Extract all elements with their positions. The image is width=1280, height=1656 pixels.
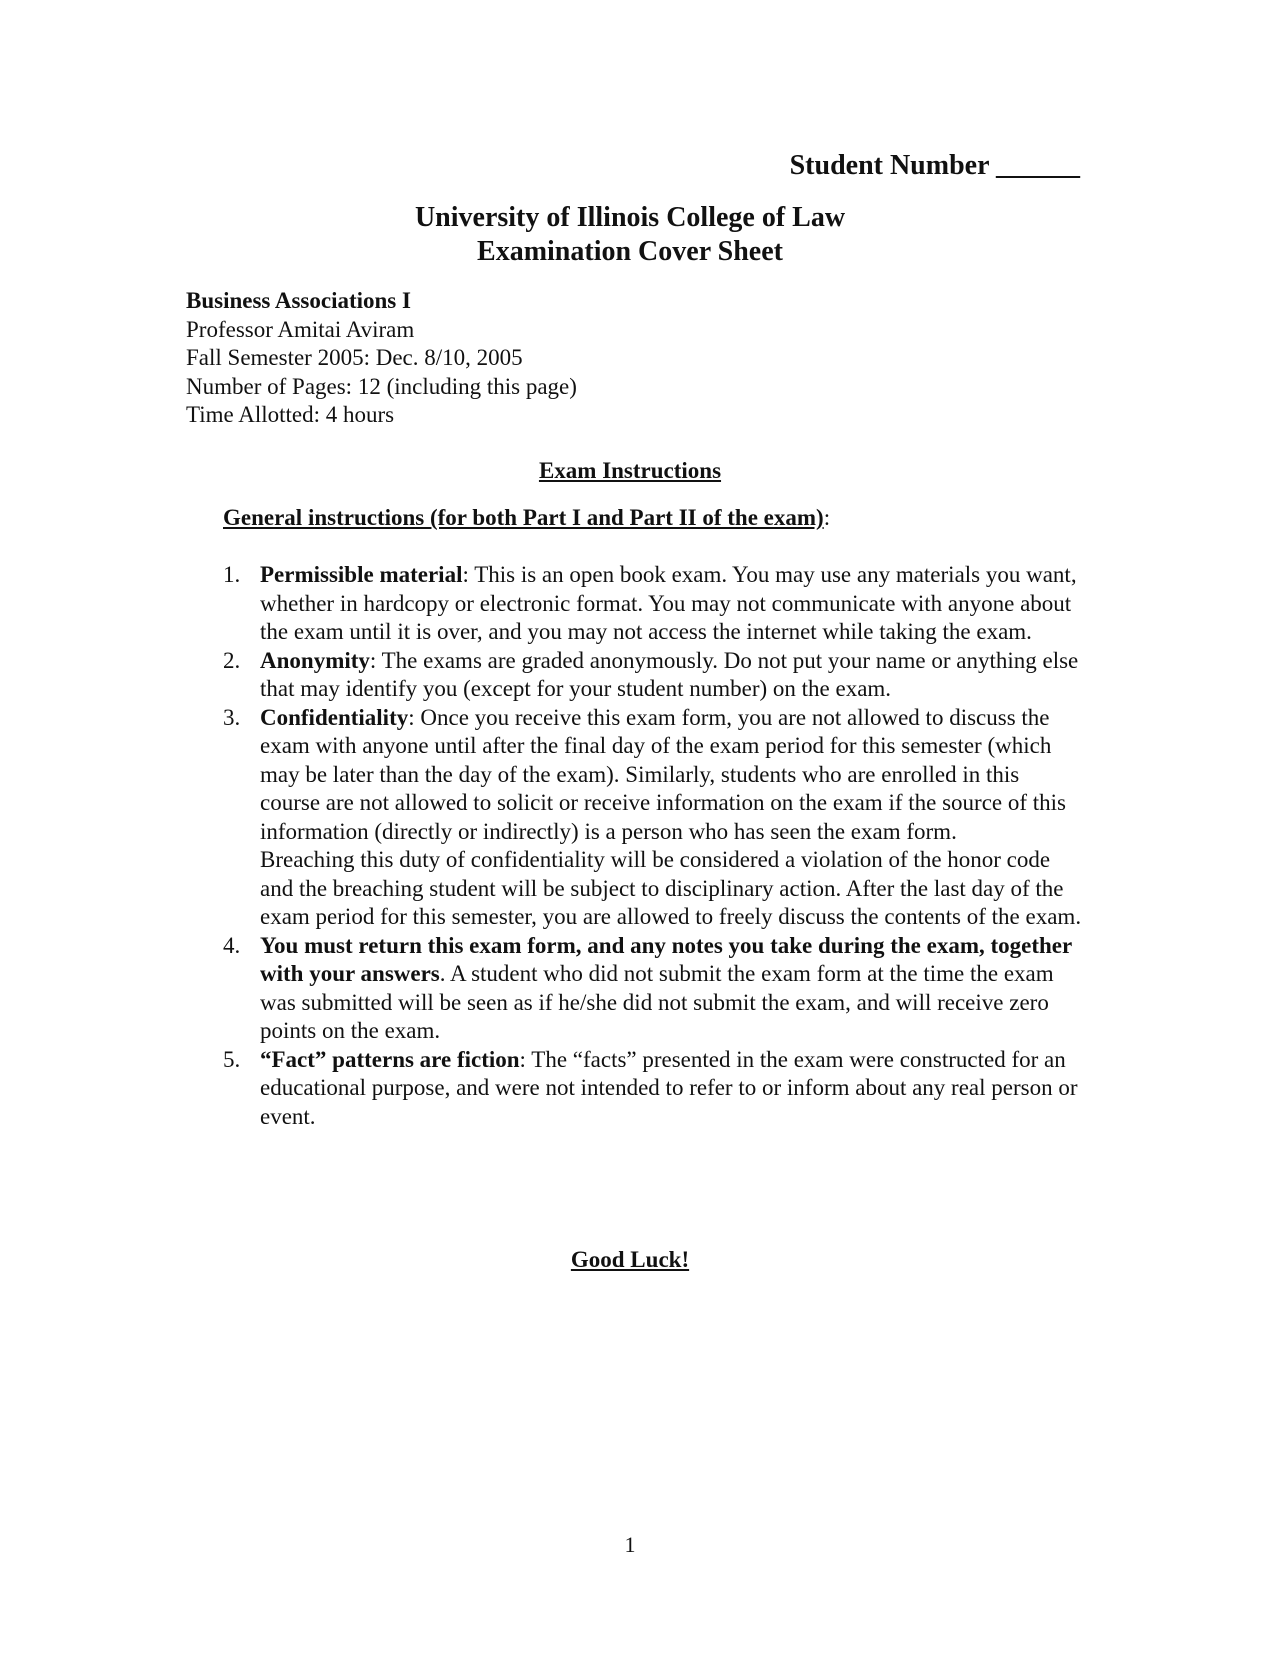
instruction-lead: Anonymity [260,647,370,673]
course-name: Business Associations I [186,288,411,313]
instruction-number: 1. [223,562,241,587]
course-pages: Number of Pages: 12 (including this page) [186,373,577,399]
instruction-text: . A student who did not submit the exam form at the time the exam was submitted will be seen as if he/she did not submit the exam, and will receive zero points on the exam. [260,961,1054,1043]
instruction-number: 5. [223,1046,241,1072]
course-semester: Fall Semester 2005: Dec. 8/10, 2005 [186,345,523,370]
instruction-number: 2. [223,647,241,673]
general-instructions-heading-text: General instructions (for both Part I and Part II of the exam) [223,505,824,530]
instruction-lead: You must return this exam form, and any notes you take during the exam, together with your answers [260,932,1072,986]
instruction-item [223,561,1083,647]
course-info [186,287,577,430]
instruction-text: : Once you receive this exam form, you are not allowed to discuss the exam with anyone until after the final day of the exam period for this semester (which may be later than the day of the exam). Similarly, students who are enrolled in this course are not allowed to solicit or receive information on the exam if the source of this information (directly or indirectly) is a person who has seen the exam form. [260,704,1067,844]
instruction-text: : The exams are graded anonymously. Do not put your name or anything else that may identify you (except for your student number) on the exam. [260,647,1079,701]
instruction-item [223,647,1083,704]
student-number-label: Student Number ______ [789,150,1080,181]
instruction-lead: Permissible material [260,562,463,587]
title-cover-sheet: Examination Cover Sheet [477,236,783,267]
page-number: 1 [624,1532,636,1557]
instruction-continuation: Breaching this duty of confidentiality will be considered a violation of the honor code and the breaching student will be subject to disciplinary action. After the last day of the exam period for this semester, you are allowed to freely discuss the contents of the exam. [260,847,1082,929]
instruction-lead: “Fact” patterns are fiction [260,1046,520,1072]
instruction-item [223,932,1083,1046]
good-luck-message: Good Luck! [570,1247,690,1272]
title-university: University of Illinois College of Law [414,202,846,233]
instruction-number: 4. [223,932,241,958]
instruction-text: : This is an open book exam. You may use any materials you want, whether in hardcopy or electronic format. You may not communicate with anyone about the exam until it is over, and you may not access the internet while taking the exam. [260,562,1077,644]
instruction-text: : The “facts” presented in the exam were constructed for an educational purpose, and were not intended to refer to or inform about any real person or event. [260,1046,1078,1129]
course-time: Time Allotted: 4 hours [186,402,395,427]
course-professor: Professor Amitai Aviram [186,316,415,342]
instruction-lead: Confidentiality [260,704,409,730]
instruction-item [223,1046,1083,1132]
instructions-list [223,561,1083,1131]
instruction-number: 3. [223,704,241,730]
general-instructions-heading [223,505,830,531]
instruction-item [223,704,1083,932]
document-title [0,201,1260,269]
general-instructions-colon: : [823,505,831,530]
exam-instructions-heading: Exam Instructions [538,458,722,483]
